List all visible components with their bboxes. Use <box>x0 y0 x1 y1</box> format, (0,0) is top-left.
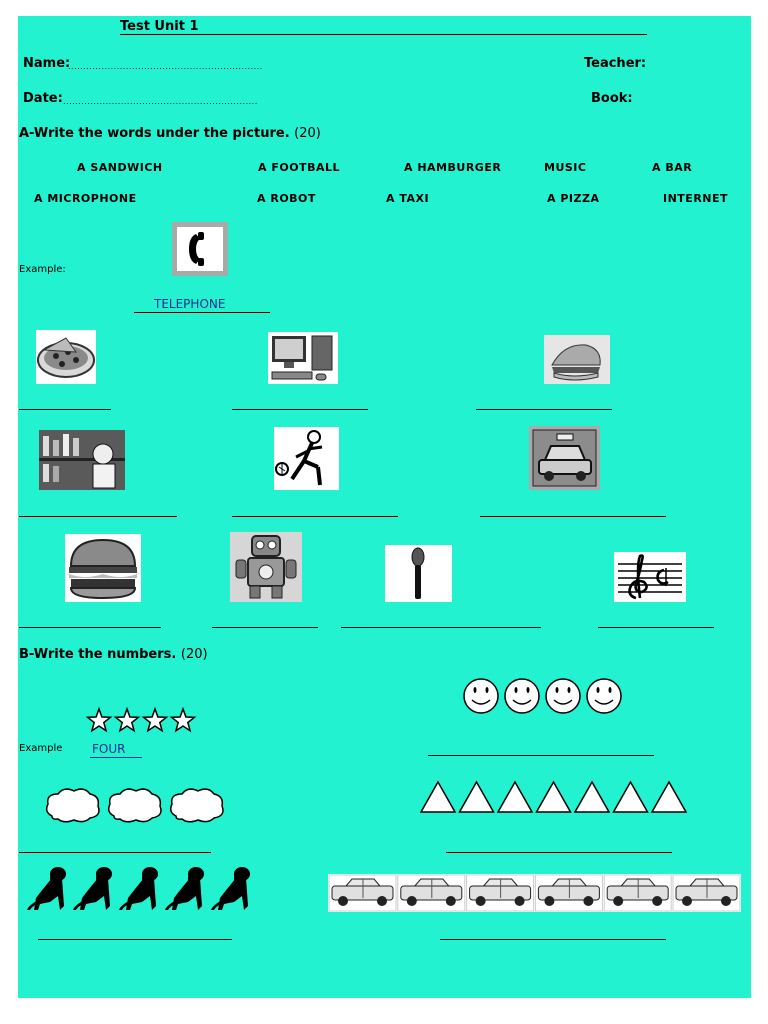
clouds-group <box>42 786 226 826</box>
answer-line[interactable] <box>440 939 666 940</box>
hamburger-icon <box>65 534 141 602</box>
numbers-example-label: Example <box>19 743 63 754</box>
section-b-instruction: B-Write the numbers. <box>19 647 177 662</box>
computer-icon <box>268 332 338 384</box>
section-b-heading <box>19 647 208 662</box>
car-icon <box>329 875 396 911</box>
page-title: Test Unit 1 <box>120 19 199 34</box>
name-dots: ................................................................ <box>68 62 263 71</box>
sandwich-icon <box>544 335 610 384</box>
dog-icon <box>27 867 66 910</box>
bar-icon <box>39 430 125 490</box>
answer-line[interactable] <box>598 627 714 628</box>
car-icon <box>467 875 534 911</box>
taxi-icon <box>529 426 600 490</box>
dog-icon <box>119 867 158 910</box>
answer-line[interactable] <box>232 409 368 410</box>
cloud-icon <box>47 789 99 822</box>
answer-line[interactable] <box>19 627 161 628</box>
word-bank-item: A HAMBURGER <box>404 161 502 174</box>
dog-icon <box>165 867 204 910</box>
triangle-icon <box>537 782 571 812</box>
answer-line[interactable] <box>212 627 318 628</box>
car-icon <box>535 875 602 911</box>
music-icon <box>614 552 686 602</box>
word-bank-item: A FOOTBALL <box>258 161 340 174</box>
answer-line[interactable] <box>446 852 672 853</box>
answer-line[interactable] <box>480 516 666 517</box>
word-bank-item: A BAR <box>652 161 693 174</box>
microphone-icon <box>385 545 452 602</box>
pizza-icon <box>36 330 96 384</box>
word-bank-item: A TAXI <box>386 192 430 205</box>
answer-line[interactable] <box>476 409 612 410</box>
title-underline <box>120 34 647 35</box>
car-icon <box>604 875 671 911</box>
answer-line[interactable] <box>19 852 211 853</box>
answer-line[interactable] <box>19 409 111 410</box>
answer-line[interactable] <box>341 627 541 628</box>
section-b-points: (20) <box>180 647 208 662</box>
numbers-example-line <box>90 757 142 758</box>
date-dots: ................................................................ <box>63 97 258 106</box>
smiley-icon <box>546 679 580 713</box>
answer-line[interactable] <box>19 516 177 517</box>
smiley-icon <box>464 679 498 713</box>
section-a-heading <box>19 126 321 141</box>
triangle-icon <box>575 782 609 812</box>
cars-group <box>328 874 741 912</box>
football-icon <box>274 427 339 490</box>
stars-group <box>86 706 198 734</box>
triangle-icon <box>421 782 455 812</box>
dog-icon <box>211 867 250 910</box>
word-bank-item: INTERNET <box>663 192 729 205</box>
telephone-icon <box>172 222 228 276</box>
triangle-icon <box>498 782 532 812</box>
cloud-icon <box>109 789 161 822</box>
dog-icon <box>73 867 112 910</box>
example-answer-line <box>134 312 270 313</box>
car-icon <box>398 875 465 911</box>
worksheet <box>18 16 751 998</box>
robot-icon <box>230 532 302 602</box>
triangles-group <box>419 780 693 814</box>
car-icon <box>673 875 740 911</box>
answer-line[interactable] <box>232 516 398 517</box>
triangle-icon <box>652 782 686 812</box>
smiley-icon <box>587 679 621 713</box>
triangle-icon <box>614 782 648 812</box>
star-icon <box>88 709 111 731</box>
answer-line[interactable] <box>428 755 654 756</box>
word-bank-item: MUSIC <box>544 161 587 174</box>
star-icon <box>172 709 195 731</box>
dogs-group <box>26 866 260 912</box>
word-bank-item: A PIZZA <box>547 192 600 205</box>
example-answer: TELEPHONE <box>154 297 226 311</box>
smileys-group <box>462 676 622 716</box>
word-bank-item: A ROBOT <box>257 192 316 205</box>
word-bank-item: A SANDWICH <box>77 161 163 174</box>
smiley-icon <box>505 679 539 713</box>
date-label: Date: <box>23 91 63 106</box>
name-label: Name: <box>23 56 71 71</box>
word-bank-item: A MICROPHONE <box>34 192 137 205</box>
section-a-points: (20) <box>294 126 321 141</box>
answer-line[interactable] <box>38 939 232 940</box>
section-a-instruction: A-Write the words under the picture. <box>19 126 290 141</box>
cloud-icon <box>171 789 223 822</box>
star-icon <box>116 709 139 731</box>
book-label: Book: <box>591 91 633 106</box>
numbers-example-answer: FOUR <box>92 742 126 756</box>
example-label: Example: <box>19 264 66 275</box>
triangle-icon <box>460 782 494 812</box>
teacher-label: Teacher: <box>584 56 647 71</box>
star-icon <box>144 709 167 731</box>
